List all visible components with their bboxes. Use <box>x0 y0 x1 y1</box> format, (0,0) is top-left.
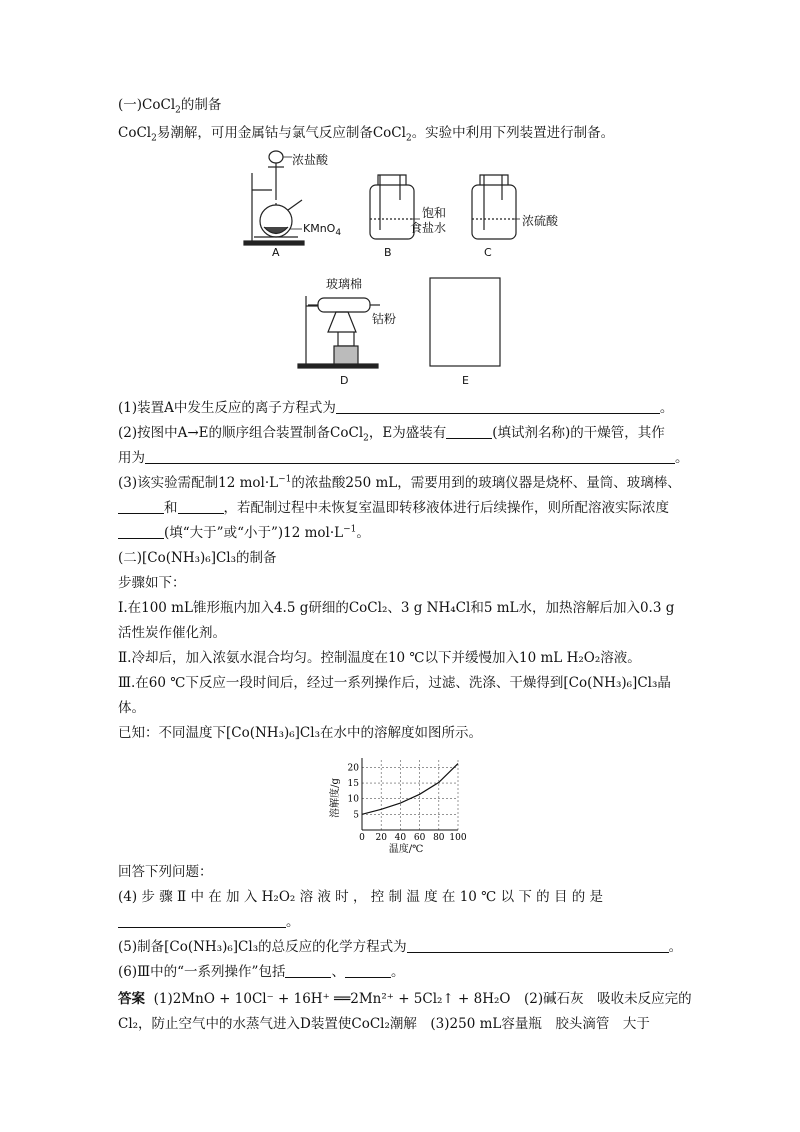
step1-line2: 活性炭作催化剂。 <box>118 625 226 641</box>
q3-blank-3[interactable] <box>118 524 164 539</box>
q3-blank-1[interactable] <box>118 499 164 514</box>
chart-y-tick-label: 15 <box>347 779 359 790</box>
apparatus-abc-figure <box>240 145 560 265</box>
q2-blank-1[interactable] <box>446 424 492 439</box>
q1-blank[interactable] <box>336 399 660 414</box>
chart-x-tick-label: 80 <box>433 833 445 843</box>
chart-x-tick-label: 0 <box>359 833 365 843</box>
steps-intro: 步骤如下： <box>118 575 186 591</box>
chart-x-tick-label: 100 <box>449 833 467 843</box>
b-contents-label-1: 饱和 <box>422 206 447 220</box>
answer-line2: Cl₂，防止空气中的水蒸气进入D装置使CoCl₂潮解 (3)250 mL容量瓶 胶头滴管 大于 <box>118 1016 650 1032</box>
a-label: A <box>272 246 280 259</box>
chart-x-tick-label: 60 <box>413 833 426 843</box>
answer-prompt: 回答下列问题： <box>118 864 213 880</box>
q5-blank[interactable] <box>407 938 669 953</box>
q3-line3: (填“大于”或“小于”)12 $mol\cdot L^{-1}$。 <box>118 524 370 542</box>
c-label: C <box>484 246 492 259</box>
known-statement: 已知：不同温度下[Co(NH₃)₆]Cl₃在水中的溶解度如图所示。 <box>118 725 482 741</box>
answer-label: 答案 <box>118 991 145 1007</box>
chart-y-tick-label: 10 <box>347 794 359 805</box>
q4-line1: (4) 步 骤 Ⅱ 中 在 加 入 H₂O₂ 溶 液 时 ， 控 制 温 度 在 10 ℃ 以 下 的 目 的 是 <box>118 889 604 905</box>
chart-x-tick-label: 40 <box>394 833 407 843</box>
e-label: E <box>462 374 469 387</box>
solubility-chart <box>326 750 486 856</box>
q4-line2: 。 <box>118 913 300 931</box>
q6-blank-2[interactable] <box>345 963 391 978</box>
c-contents-label: 浓硫酸 <box>522 214 559 228</box>
chart-x-tick-label: 20 <box>375 833 387 843</box>
d-side-label: 钴粉 <box>372 312 397 326</box>
q6: (6)Ⅲ中的“一系列操作”包括 、 。 <box>118 964 405 980</box>
q3-line2: 和 ，若配制过程中未恢复室温即转移液体进行后续操作，则所配溶液实际浓度 <box>118 499 669 517</box>
section2-heading: (二)[Co(NH₃)₆]Cl₃的制备 <box>118 550 277 566</box>
step3-line1: Ⅲ.在60 ℃下反应一段时间后，经过一系列操作后，过滤、洗涤、干燥得到[Co(NH₃)₆]Cl₃晶 <box>118 675 671 691</box>
solubility-curve <box>362 764 458 815</box>
q2-blank-2[interactable] <box>145 449 675 464</box>
section1-heading: (一)CoCl$_2$的制备 <box>118 97 222 116</box>
step1-line1: Ⅰ.在100 mL锥形瓶内加入4.5 g研细的CoCl₂、3 g NH₄Cl和5 mL水，加热溶解后加入0.3 g <box>118 600 675 616</box>
step2: Ⅱ.冷却后，加入浓氨水混合均匀。控制温度在10 ℃以下并缓慢加入10 mL H₂O₂溶液。 <box>118 650 641 666</box>
q4-blank[interactable] <box>118 913 286 928</box>
q6-blank-1[interactable] <box>285 963 331 978</box>
chart-x-axis-label: 温度/℃ <box>388 844 424 855</box>
q3-line1: (3)该实验需配制12 $mol\cdot L^{-1}$的浓盐酸250 mL，需要用到的玻璃仪器是烧杯、量筒、玻璃棒、 <box>118 474 681 491</box>
a-flask-label: KMnO$_4$ <box>303 222 342 239</box>
step3-line2: 体。 <box>118 700 145 716</box>
q2-line1: (2)按图中A→E的顺序组合装置制备CoCl$_2$，E为盛装有 (填试剂名称)的干燥管，其作 <box>118 425 665 444</box>
answer-line1: 答案 (1)2MnO + 10Cl⁻ + 16H⁺ ══2Mn²⁺ + 5Cl₂↑ + 8H₂O (2)碱石灰 吸收未反应完的 <box>118 991 692 1007</box>
d-label: D <box>340 374 349 387</box>
chart-y-tick-label: 20 <box>347 763 359 774</box>
chart-y-axis-label: 溶解度/g <box>330 778 341 818</box>
section1-intro: CoCl$_2$易潮解，可用金属钴与氯气反应制备CoCl$_2$。实验中利用下列装置进行制备。 <box>118 125 615 144</box>
d-top-label: 玻璃棉 <box>326 277 363 291</box>
chart-y-tick-label: 5 <box>353 810 359 821</box>
q1: (1)装置A中发生反应的离子方程式为 。 <box>118 400 674 416</box>
q3-blank-2[interactable] <box>178 499 224 514</box>
a-funnel-label: 浓盐酸 <box>292 153 329 167</box>
b-contents-label-2: 食盐水 <box>410 221 447 235</box>
b-label: B <box>384 246 392 259</box>
q2-line2: 用为 。 <box>118 450 689 466</box>
q5: (5)制备[Co(NH₃)₆]Cl₃的总反应的化学方程式为 。 <box>118 939 683 955</box>
